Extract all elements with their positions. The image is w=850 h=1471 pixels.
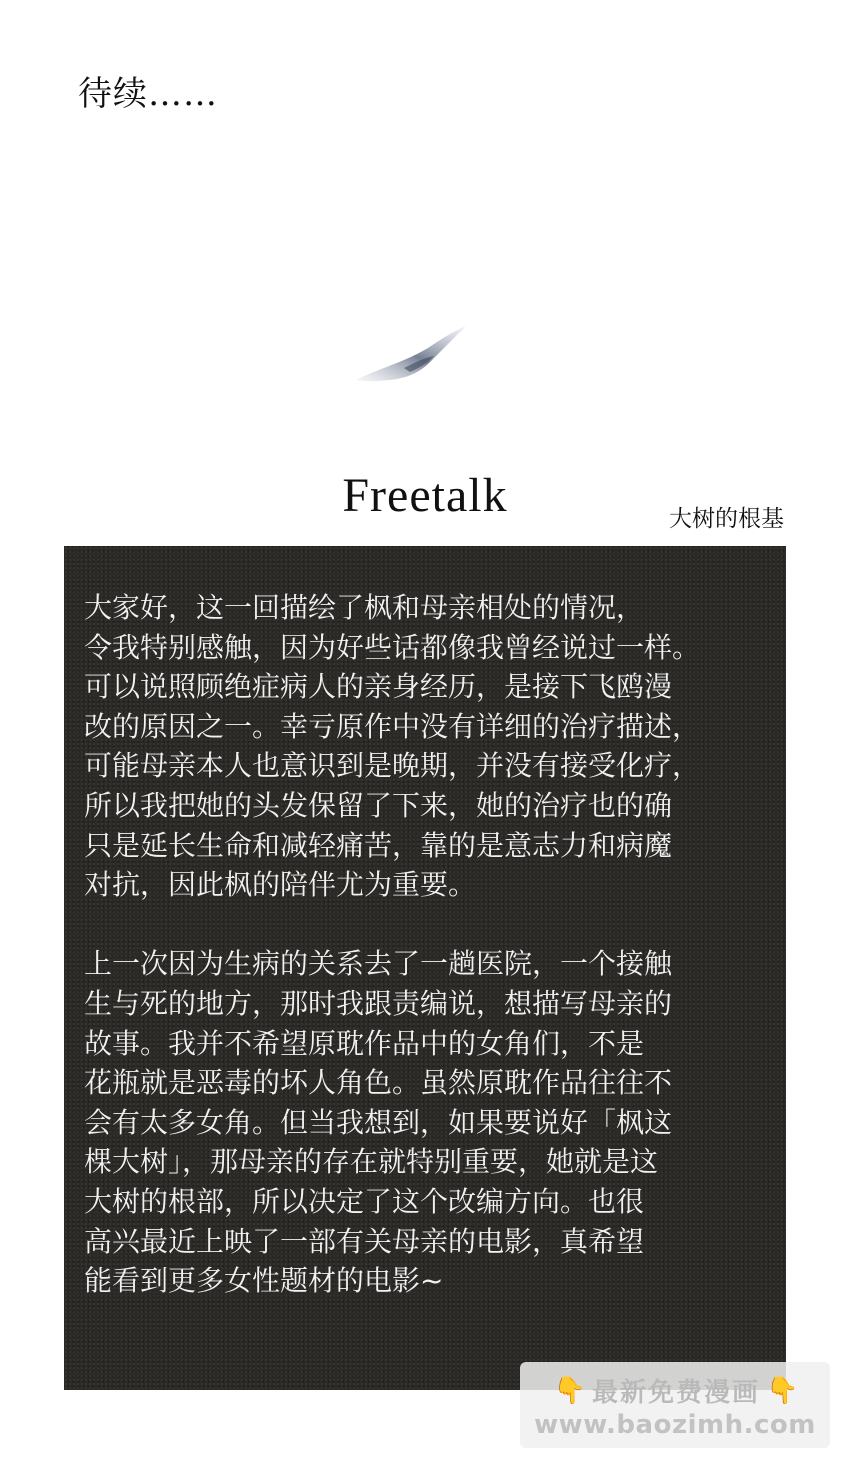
text-line: 花瓶就是恶毒的坏人角色。虽然原耽作品往往不 xyxy=(84,1066,673,1100)
text-line: 生与死的地方，那时我跟责编说，想描写母亲的 xyxy=(84,986,673,1020)
text-line: 棵大树」，那母亲的存在就特别重要，她就是这 xyxy=(84,1145,659,1179)
text-line: 改的原因之一。幸亏原作中没有详细的治疗描述， xyxy=(84,709,701,743)
text-line: 大家好，这一回描绘了枫和母亲相处的情况， xyxy=(84,591,645,624)
text-line: 大树的根部，所以决定了这个改编方向。也很 xyxy=(84,1184,645,1218)
watermark-top-row xyxy=(536,1372,816,1409)
text-line: 所以我把她的头发保留了下来，她的治疗也的确 xyxy=(84,788,673,822)
paragraph-gap xyxy=(84,905,784,945)
text-line: 可能母亲本人也意识到是晚期，并没有接受化疗， xyxy=(84,749,701,783)
text-line: 可以说照顾绝症病人的亲身经历，是接下飞鸥漫 xyxy=(84,670,673,704)
watermark-badge[interactable] xyxy=(520,1362,830,1448)
text-line: 会有太多女角。但当我想到，如果要说好「枫这 xyxy=(84,1105,673,1139)
text-line: 高兴最近上映了一部有关母亲的电影，真希望 xyxy=(84,1224,645,1258)
text-line: 故事。我并不希望原耽作品中的女角们，不是 xyxy=(84,1026,645,1060)
text-line: 能看到更多女性题材的电影~ xyxy=(84,1264,444,1298)
to-be-continued: 待续…… xyxy=(78,74,218,114)
text-line: 只是延长生命和减轻痛苦，靠的是意志力和病魔 xyxy=(84,828,673,862)
watermark-label: 最新免费漫画 xyxy=(591,1378,760,1408)
watermark-url-link[interactable]: www.baozimh.com xyxy=(534,1410,816,1440)
text-line: 对抗，因此枫的陪伴尤为重要。 xyxy=(84,868,477,902)
pointing-down-hand-icon: 👇 xyxy=(766,1375,799,1406)
freetalk-title: Freetalk xyxy=(342,469,508,522)
text-line: 令我特别感触，因为好些话都像我曾经说过一样。 xyxy=(84,630,701,664)
flying-bird-illustration xyxy=(350,318,470,393)
paragraph-1 xyxy=(84,588,784,905)
pointing-down-hand-icon: 👇 xyxy=(553,1375,586,1406)
text-line: 上一次因为生病的关系去了一趟医院，一个接触 xyxy=(84,947,673,981)
freetalk-body xyxy=(84,588,784,1301)
freetalk-subtitle: 大树的根基 xyxy=(669,506,784,532)
paragraph-2 xyxy=(84,944,784,1300)
